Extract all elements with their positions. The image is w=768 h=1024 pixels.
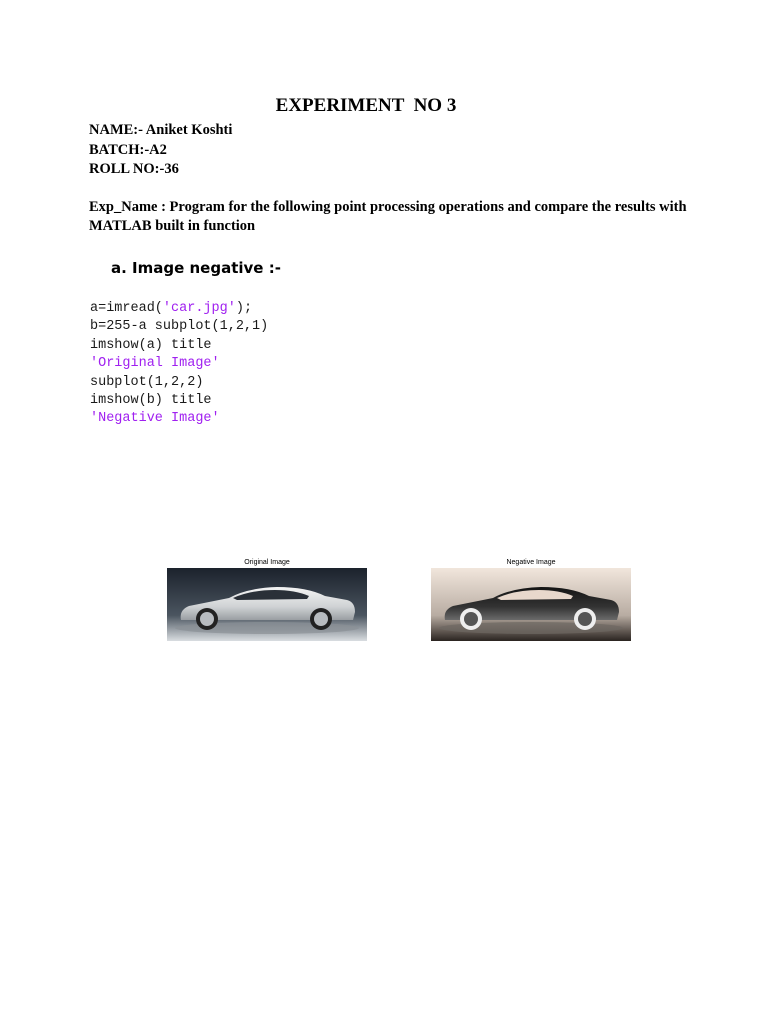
student-batch: BATCH:-A2 — [89, 141, 167, 158]
section-heading: a. Image negative :- — [111, 259, 281, 277]
code-line-6: imshow(b) title — [90, 393, 212, 409]
code-line-5: subplot(1,2,2) — [90, 374, 204, 390]
code-block — [90, 300, 268, 429]
code-line-3: imshow(a) title — [90, 337, 212, 353]
student-name: NAME:- Aniket Koshti — [89, 122, 233, 138]
code-line-2: b=255-a subplot(1,2,1) — [90, 319, 269, 335]
code-line-7: 'Negative Image' — [90, 411, 220, 427]
original-image — [167, 568, 367, 641]
student-roll: ROLL NO:-36 — [89, 161, 179, 177]
page-title: EXPERIMENT NO 3 — [275, 95, 457, 116]
code-string: 'car.jpg' — [162, 301, 236, 316]
code-text: a=imread( — [90, 301, 163, 316]
code-line-4: 'Original Image' — [90, 356, 220, 372]
original-image-label: Original Image — [244, 559, 290, 566]
code-line-1 — [90, 300, 268, 318]
experiment-name: Exp_Name : Program for the following point processing operations and compare the results with MATLAB built in function — [89, 199, 687, 234]
student-info — [89, 121, 232, 180]
code-text: ); — [235, 301, 253, 316]
original-car-picture — [167, 568, 367, 641]
negative-car-picture — [431, 568, 631, 641]
negative-image — [431, 568, 631, 641]
negative-image-label: Negative Image — [506, 559, 556, 566]
